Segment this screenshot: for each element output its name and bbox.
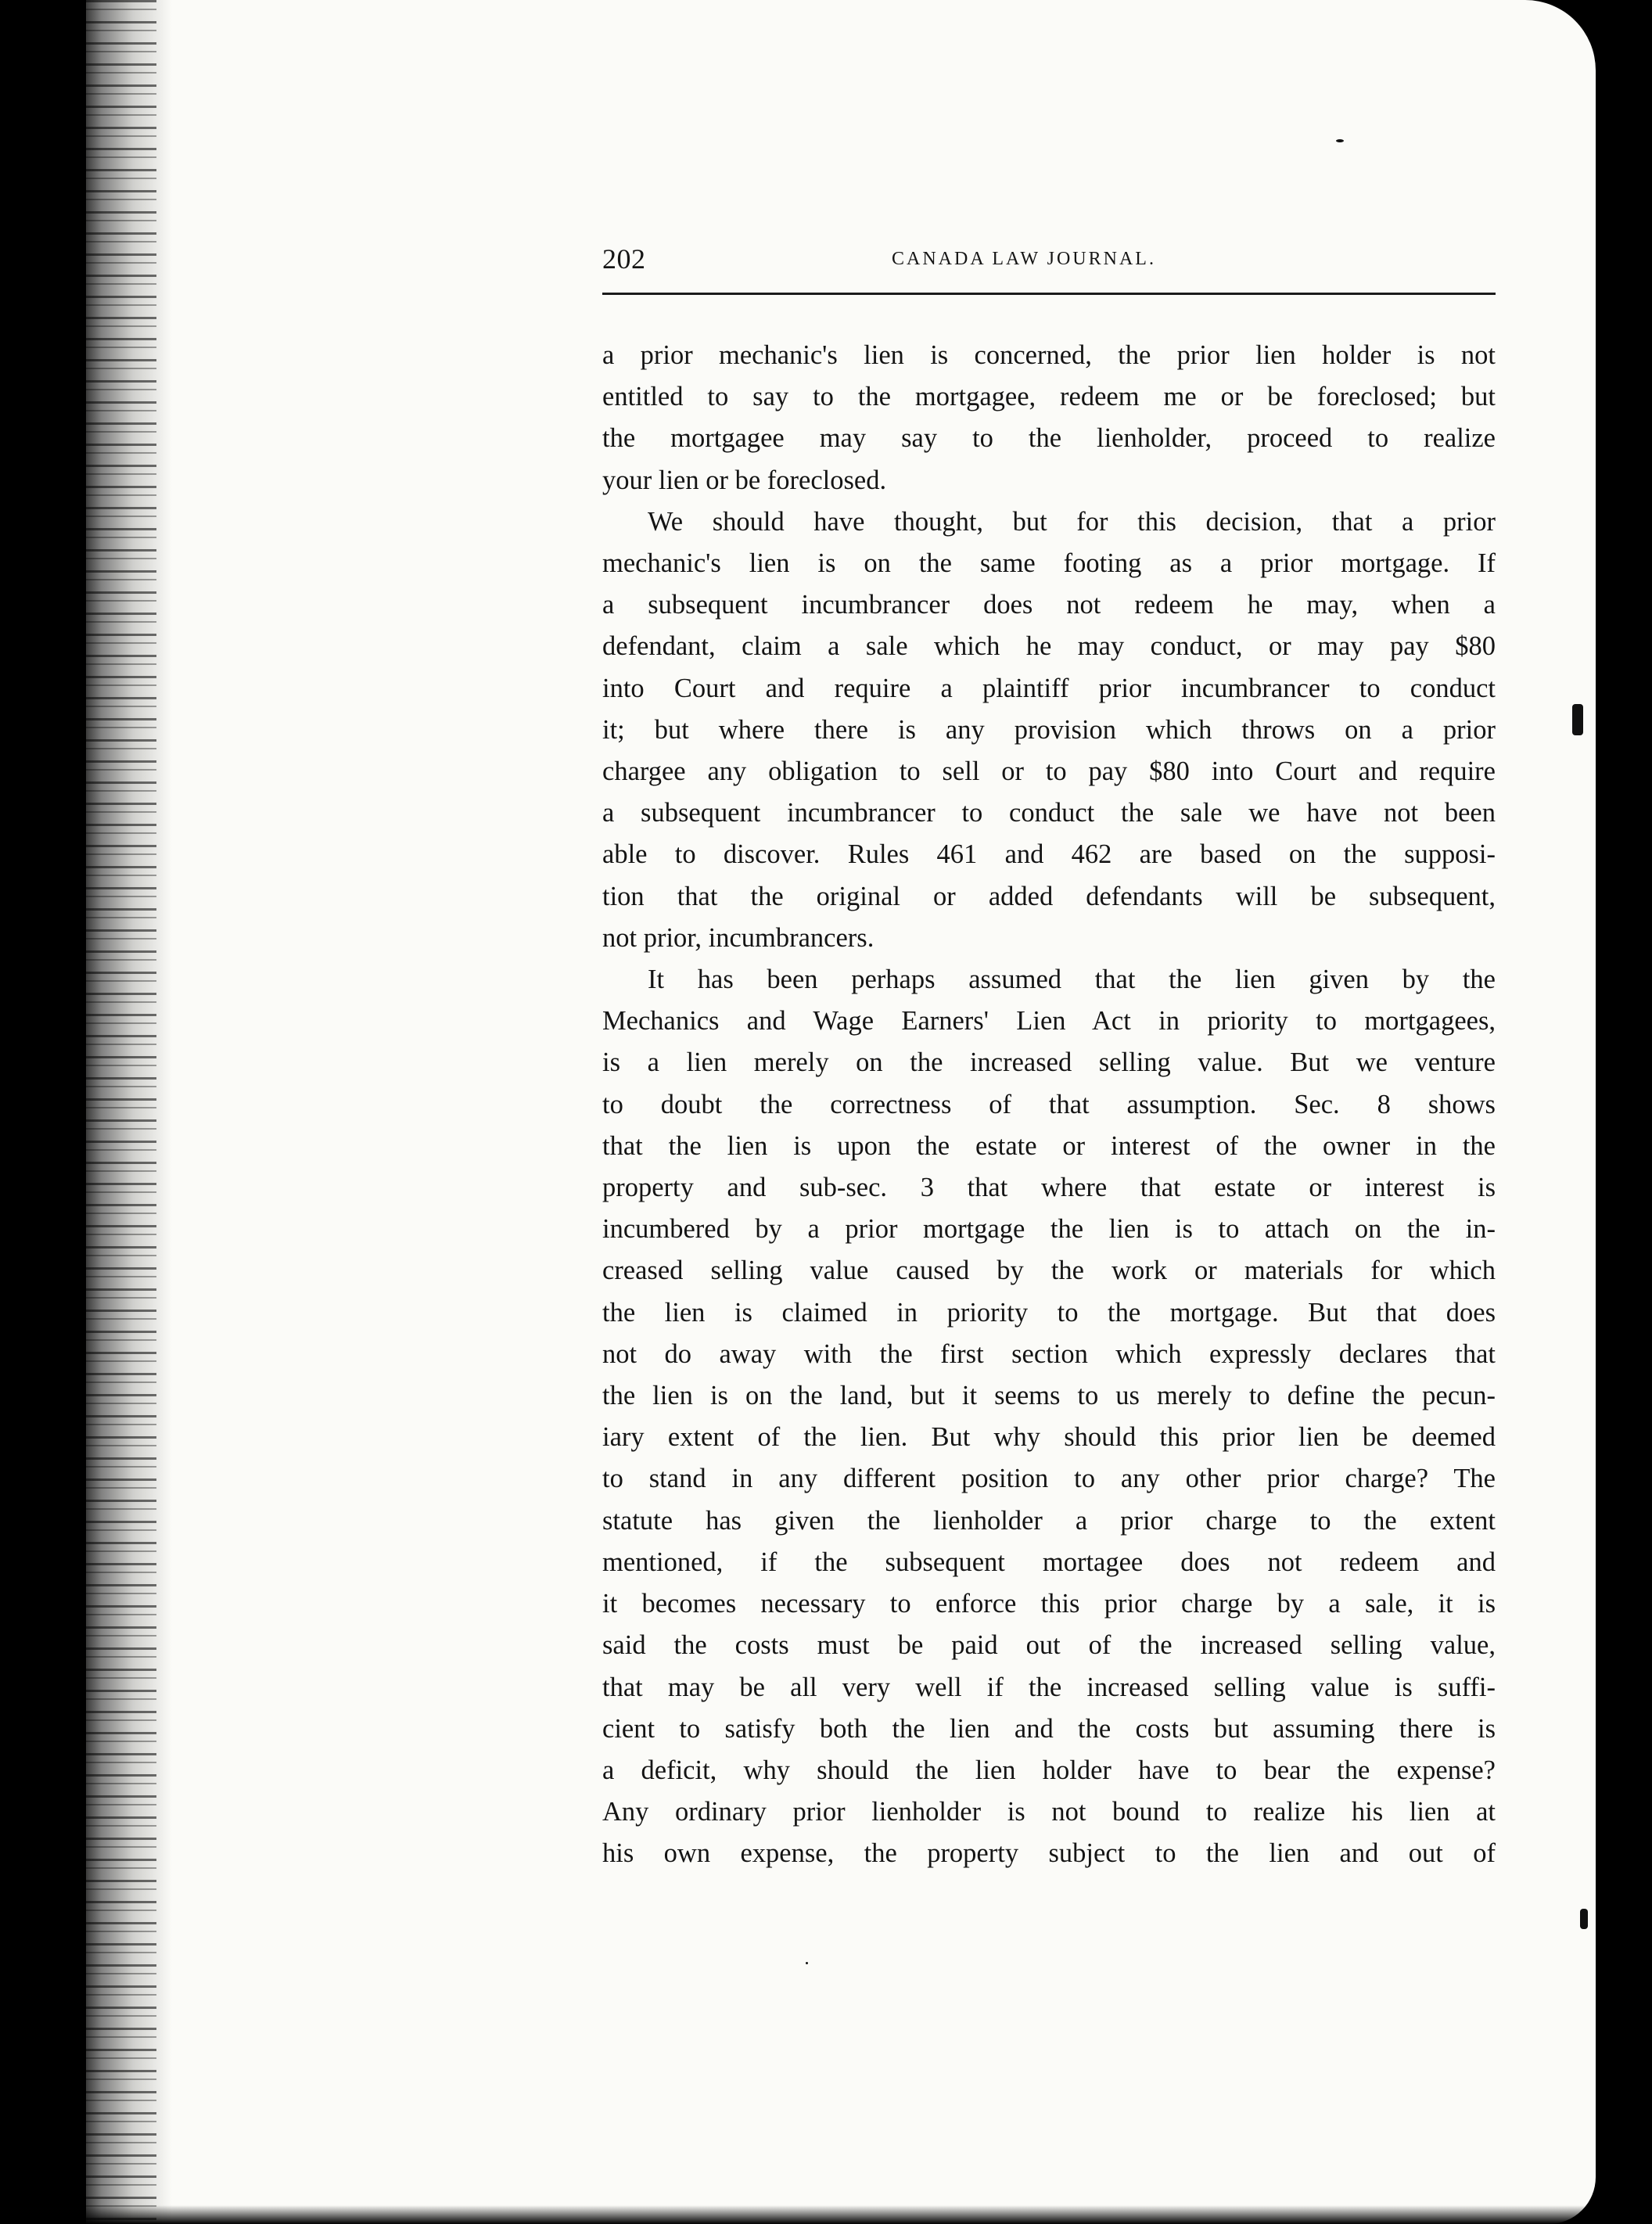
text-line: your lien or be foreclosed. [602, 465, 887, 495]
binding-gutter-streaks [86, 0, 156, 2224]
header-rule [602, 293, 1496, 295]
text-line: to doubt the correctness of that assumption. Sec. 8 shows [602, 1089, 1496, 1119]
journal-title: CANADA LAW JOURNAL. [892, 249, 1156, 269]
text-line: Any ordinary prior lienholder is not bound to realize his lien at [602, 1797, 1496, 1827]
text-line: creased selling value caused by the work or materials for which [602, 1256, 1496, 1286]
text-line: able to discover. Rules 461 and 462 are based on the supposi- [602, 839, 1496, 870]
text-line: it becomes necessary to enforce this prior charge by a sale, it is [602, 1589, 1496, 1619]
text-line: into Court and require a plaintiff prior incumbrancer to conduct [602, 673, 1496, 703]
text-line: the lien is on the land, but it seems to us merely to define the pecun- [602, 1381, 1496, 1411]
text-line: that may be all very well if the increased selling value is suffi- [602, 1672, 1496, 1702]
text-line: It has been perhaps assumed that the lien given by the [648, 965, 1496, 995]
scan-speck [1336, 139, 1344, 142]
text-line: entitled to say to the mortgagee, redeem me or be foreclosed; but [602, 382, 1496, 412]
text-line: the mortgagee may say to the lienholder, proceed to realize [602, 423, 1496, 454]
text-line: a subsequent incumbrancer does not redeem he may, when a [602, 590, 1496, 620]
text-line: mentioned, if the subsequent mortagee does not redeem and [602, 1547, 1496, 1577]
text-line: to stand in any different position to any other prior charge? The [602, 1464, 1496, 1494]
body-text [602, 335, 1496, 1875]
text-line: a prior mechanic's lien is concerned, the prior lien holder is not [602, 340, 1496, 370]
text-line: his own expense, the property subject to the lien and out of [602, 1838, 1496, 1869]
text-line: not do away with the first section which expressly declares that [602, 1338, 1496, 1369]
text-line: a subsequent incumbrancer to conduct the sale we have not been [602, 798, 1496, 828]
scan-speck [806, 1962, 808, 1964]
text-line: incumbered by a prior mortgage the lien is to attach on the in- [602, 1214, 1496, 1245]
text-line: it; but where there is any provision which throws on a prior [602, 714, 1496, 745]
text-line: the lien is claimed in priority to the mortgage. But that does [602, 1297, 1496, 1328]
text-line: mechanic's lien is on the same footing as a prior mortgage. If [602, 548, 1496, 579]
scan-speck [1580, 1909, 1588, 1929]
text-line: said the costs must be paid out of the increased selling value, [602, 1630, 1496, 1661]
paragraph-continued [602, 335, 1496, 501]
text-line: iary extent of the lien. But why should this prior lien be deemed [602, 1422, 1496, 1453]
text-line: Mechanics and Wage Earners' Lien Act in priority to mortgagees, [602, 1006, 1496, 1037]
scan-speck [1572, 704, 1583, 735]
right-page-edge [1596, 0, 1652, 2224]
text-line: chargee any obligation to sell or to pay $80 into Court and require [602, 756, 1496, 787]
bottom-edge-shadow [86, 2205, 1596, 2224]
text-line: not prior, incumbrancers. [602, 922, 874, 953]
text-line: property and sub-sec. 3 that where that estate or interest is [602, 1173, 1496, 1203]
text-line: defendant, claim a sale which he may conduct, or may pay $80 [602, 631, 1496, 662]
text-line: We should have thought, but for this decision, that a prior [648, 506, 1496, 537]
page-number: 202 [602, 243, 646, 275]
text-line: that the lien is upon the estate or interest of the owner in the [602, 1130, 1496, 1161]
text-line: statute has given the lienholder a prior charge to the extent [602, 1505, 1496, 1536]
text-line: cient to satisfy both the lien and the costs but assuming there is [602, 1713, 1496, 1744]
running-head [602, 243, 1496, 282]
text-line: tion that the original or added defendants will be subsequent, [602, 881, 1496, 911]
paragraph [602, 501, 1496, 959]
text-line: a deficit, why should the lien holder have to bear the expense? [602, 1755, 1496, 1785]
text-line: is a lien merely on the increased selling value. But we venture [602, 1047, 1496, 1078]
paragraph [602, 959, 1496, 1874]
